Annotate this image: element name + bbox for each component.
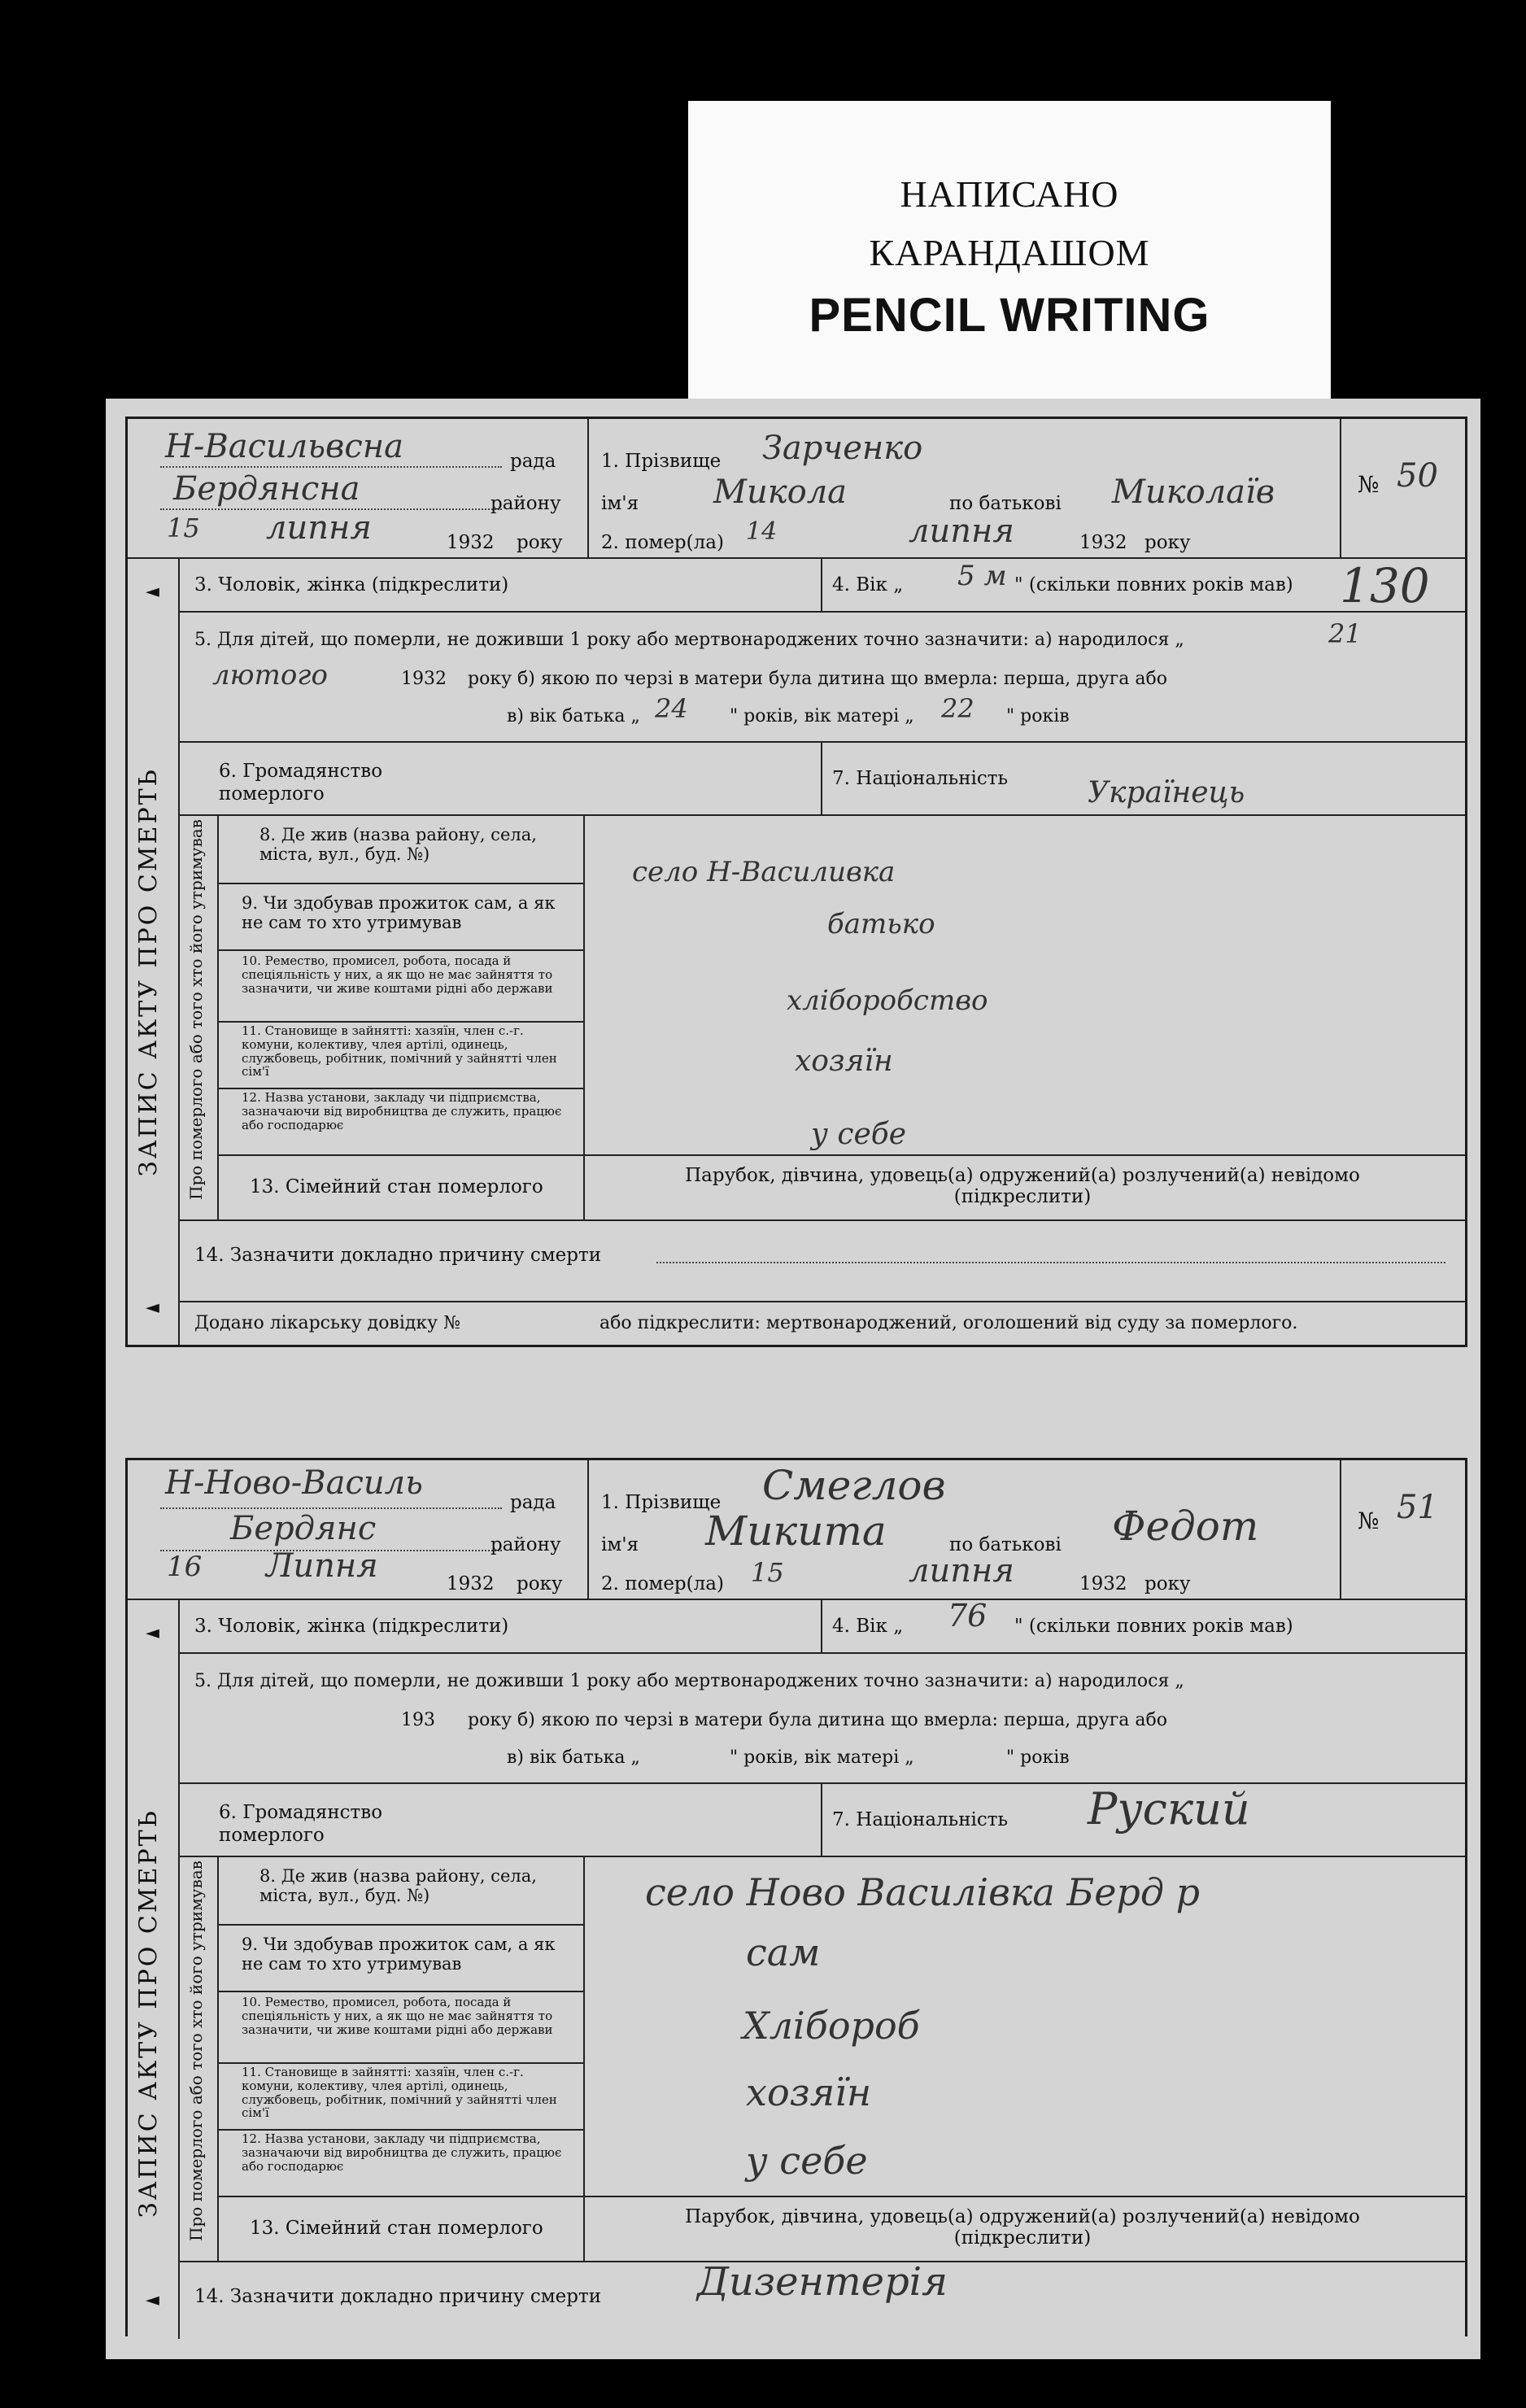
age-label-2: 4. Вік „ [832,1616,904,1637]
children-line-3c: " років [1006,706,1070,726]
q9-label-2: 9. Чи здобував прожиток сам, а як не сам то хто утримував [242,1935,556,1974]
q14-label: 14. Зазначити докладно причину смерти [194,1245,602,1266]
q9-value: батько [827,908,935,940]
reg-day-2: 16 [167,1551,203,1583]
death-record-51: Н-Ново-Василь рада Бердянс району 16 Липня 1932 року 1. Прізвище Смеглов ім'я Микита по батькові Федот 2. помер(ла) 15 липня 1932 року № 51 ЗАПИС АКТУ ПРО СМЕРТЬ ◄ ◄ 3. Чоловік, жінка (підкреслити) 4. Вік „ 76 " (скільки повних років мав) 5. Для дітей, що померли, не доживши 1 року або мертвонароджених точно зазначити: а) народилося „ 193 року б) якою по черзі в матери була дитина що вмерла: перша, друга або в) вік батька „ " років, вік матері „ " років 6. Громадянство померлого 7. Національність Руский Про померлого або того хто його утримував 8. Де жив (назва району, села, міста, вул., буд. №) село Ново Василівка Берд р 9. Чи здобував прожиток сам, а як не сам то хто утримував сам 10. Ремество, промисел, робота, посада й спеціяльність у них, а як що не має зайняття то зазначити, чи живе коштами рідні або держави Хлібороб 11. Становище в зайнятті: хазяїн, член с.-г. комуни, колективу, члея артілі, одинець, службовець, робітник, помічний у зайнятті член сім'ї хозяїн 12. Назва установи, закладу чи підприємства, зазначаючи від виробництва де служить, працює або господарює у себе 13. Сімейний стан померлого Парубок, дівчина, удовець(а) одружений(а) розлучений(а) невідомо (підкреслити) 14. Зазначити докладно причину смерти Дизентерія [125,1458,1467,2336]
q12-label: 12. Назва установи, закладу чи підприємства, зазначаючи від виробництва де служить, працює або господарює [242,1090,562,1132]
nationality-label: 7. Національність [832,768,1009,789]
children-line-3b-2: " років, вік матері „ [730,1747,914,1768]
reg-month-2: Липня [266,1547,378,1585]
q13-options-2: Парубок, дівчина, удовець(а) одружений(а) розлучений(а) невідомо (підкреслити) [685,2206,1360,2249]
firstname-value: Микола [713,473,848,511]
side-subtitle-2: Про померлого або того хто його утримував [186,1861,206,2241]
father-age: 24 [655,693,688,724]
died-label: 2. помер(ла) [601,532,724,553]
born-year: 1932 [401,669,447,689]
nationality-label-2: 7. Національність [832,1809,1009,1830]
q12-value: у себе [811,1118,907,1151]
q9-label: 9. Чи здобував прожиток сам, а як не сам то хто утримував [242,893,556,932]
surname-value-2: Смеглов [762,1462,946,1509]
raion-value-2: Бердянс [230,1510,377,1547]
cause-value-2: Дизентерія [697,2259,948,2305]
death-record-50: Н-Васильвсна рада Бердянсна району 15 липня 1932 року 1. Прізвище Зарченко ім'я Микола по батькові Миколаїв 2. помер(ла) 14 липня 1932 року № 50 ЗАПИС АКТУ ПРО СМЕРТЬ ◄ ◄ 3. Чоловік, жінка (підкреслити) 4. Вік „ 5 м " (скільки повних років мав) 130 5. Для дітей, що померли, не доживши 1 року або мертвонароджених точно зазначити: а) народилося „ 21 лютого 1932 року б) якою по черзі в матери була дитина що вмерла: перша, друга або в) вік батька „ 24 " років, вік матері „ 22 " років 6. Громадянство померлого 7. Національність Українець Про померлого або того хто його утримував 8. Де жив (назва району, села, міста, вул., буд. №) село Н-Василивка 9. Чи здобував прожиток сам, а як не сам то хто утримував батько 10. Ремество, промисел, робота, посада й спеціяльність у них, а як що не має зайняття то зазначити, чи живе коштами рідні або держави хліборобство 11. Становище в зайнятті: хазяїн, член с.-г. комуни, колективу, члея артілі, одинець, службовець, робітник, помічний у зайнятті член сім'ї хозяїн 12. Назва установи, закладу чи підприємства, зазначаючи від виробництва де служить, працює або господарює у себе 13. Сімейний стан померлого Парубок, дівчина, удовець(а) одружений(а) розлучений(а) невідомо (підкреслити) 14. Зазначити докладно причину смерти Додано лікарську довідку № або підкреслити: мертвонароджений, оголошений від суду за померлого. [125,417,1467,1347]
age-label: 4. Вік „ [832,574,904,595]
q10-label-2: 10. Ремество, промисел, робота, посада й спеціяльність у них, а як що не має зайняття то зазначити, чи живе коштами рідні або держави [242,1995,553,2037]
raion-value: Бердянсна [173,470,360,508]
side-title: ЗАПИС АКТУ ПРО СМЕРТЬ [134,767,163,1177]
roku-label: року [517,532,563,553]
doctor-tail: або підкреслити: мертвонароджений, оголошений від суду за померлого. [600,1313,1298,1333]
q9-value-2: сам [746,1930,821,1974]
age-value: 5 м [957,560,1007,592]
citizenship-label: 6. Громадянство померлого [219,761,383,805]
q11-value-2: хозяїн [746,2070,872,2114]
roku-label-2: року [1144,532,1191,553]
children-line-2: року б) якою по черзі в матери була дитина що вмерла: перша, друга або [468,669,1167,689]
surname-label-2: 1. Прізвище [601,1492,722,1513]
firstname-label-2: ім'я [601,1534,639,1555]
doctor-label: Додано лікарську довідку № [194,1313,460,1333]
death-year-2: 1932 [1079,1573,1127,1594]
q12-value-2: у себе [746,2139,868,2183]
death-day-2: 15 [751,1557,784,1588]
age-suffix-2: " (скільки повних років мав) [1014,1616,1293,1637]
citizenship-label-2: 6. Громадянство померлого [219,1802,383,1846]
patronymic-value: Миколаїв [1112,473,1275,511]
age-value-2: 76 [948,1598,988,1634]
rada-label-2: рада [510,1492,556,1513]
death-day: 14 [746,517,778,546]
children-year-prefix-2: 193 [401,1710,435,1730]
q14-label-2: 14. Зазначити докладно причину смерти [194,2286,602,2307]
side-subtitle: Про померлого або того хто його утримував [186,819,206,1200]
side-title-2: ЗАПИС АКТУ ПРО СМЕРТЬ [134,1808,163,2218]
death-year: 1932 [1079,532,1127,553]
reg-month: липня [266,509,372,547]
number-label: № [1358,471,1380,498]
sex-label-2: 3. Чоловік, жінка (підкреслити) [194,1616,509,1637]
q8-value-2: село Ново Василівка Берд р [645,1870,1201,1914]
children-line-3a: в) вік батька „ [507,706,640,726]
rada-value-2: Н-Ново-Василь [165,1464,423,1502]
age-suffix: " (скільки повних років мав) [1014,574,1293,595]
death-month-2: липня [909,1552,1014,1590]
death-month: липня [909,513,1014,550]
roku-label-4: року [1144,1573,1191,1594]
q11-label: 11. Становище в зайнятті: хазяїн, член с.-г. комуни, колективу, члея артілі, одинець, службовець, робітник, помічний у зайнятті член сім'ї [242,1023,557,1080]
roku-label-3: року [517,1573,563,1594]
raion-label: району [490,493,561,514]
rada-label: рада [510,451,556,472]
record-number: 50 [1397,457,1438,495]
children-line-1-2: 5. Для дітей, що померли, не доживши 1 року або мертвонароджених точно зазначити: а) народилося „ [194,1671,1184,1691]
q11-label-2: 11. Становище в зайнятті: хазяїн, член с.-г. комуни, колективу, члея артілі, одинець, службовець, робітник, помічний у зайнятті член сім'ї [242,2065,557,2121]
nationality-value-2: Руский [1088,1783,1250,1834]
patronymic-value-2: Федот [1112,1503,1259,1550]
patronymic-label: по батькові [949,493,1062,514]
register-page [106,399,1480,2359]
firstname-value-2: Микита [705,1507,887,1555]
born-month: лютого [212,659,328,691]
q8-label-2: 8. Де жив (назва району, села, міста, вул., буд. №) [259,1866,537,1905]
number-label-2: № [1358,1507,1380,1534]
nationality-value: Українець [1088,776,1245,809]
q13-label-2: 13. Сімейний стан померлого [250,2218,543,2239]
children-line-3a-2: в) вік батька „ [507,1747,640,1768]
q10-value-2: Хлібороб [743,2004,920,2048]
q13-label: 13. Сімейний стан померлого [250,1176,543,1197]
label-line-3: PENCIL WRITING [809,289,1210,342]
rada-value: Н-Васильвсна [165,428,403,465]
q8-label: 8. Де жив (назва району, села, міста, вул., буд. №) [259,825,537,864]
pencil-writing-label [688,101,1331,404]
label-line-2: КАРАНДАШОМ [869,232,1150,273]
mother-age: 22 [941,693,974,724]
label-line-1: НАПИСАНО [900,173,1119,215]
q13-options: Парубок, дівчина, удовець(а) одружений(а) розлучений(а) невідомо (підкреслити) [685,1165,1360,1207]
reg-year-2: 1932 [447,1573,495,1594]
children-line-2-2: року б) якою по черзі в матери була дитина що вмерла: перша, друга або [468,1710,1167,1730]
reg-day: 15 [167,513,200,543]
record-number-2: 51 [1397,1489,1438,1526]
raion-label-2: району [490,1534,561,1555]
margin-number: 130 [1340,558,1430,613]
sex-label: 3. Чоловік, жінка (підкреслити) [194,574,509,595]
surname-value: Зарченко [762,430,923,467]
q8-value: село Н-Василивка [632,856,896,888]
firstname-label: ім'я [601,493,639,514]
children-line-1: 5. Для дітей, що померли, не доживши 1 року або мертвонароджених точно зазначити: а) народилося „ [194,630,1184,650]
born-day: 21 [1328,618,1362,649]
reg-year: 1932 [447,532,495,553]
children-line-3b: " років, вік матері „ [730,706,914,726]
died-label-2: 2. помер(ла) [601,1573,724,1594]
q12-label-2: 12. Назва установи, закладу чи підприємства, зазначаючи від виробництва де служить, працює або господарює [242,2131,562,2174]
patronymic-label-2: по батькові [949,1534,1062,1555]
q11-value: хозяїн [795,1045,893,1078]
q10-value: хліборобство [787,984,988,1017]
surname-label: 1. Прізвище [601,451,722,472]
children-line-3c-2: " років [1006,1747,1070,1768]
q10-label: 10. Ремество, промисел, робота, посада й спеціяльність у них, а як що не має зайняття то зазначити, чи живе коштами рідні або держави [242,953,553,996]
